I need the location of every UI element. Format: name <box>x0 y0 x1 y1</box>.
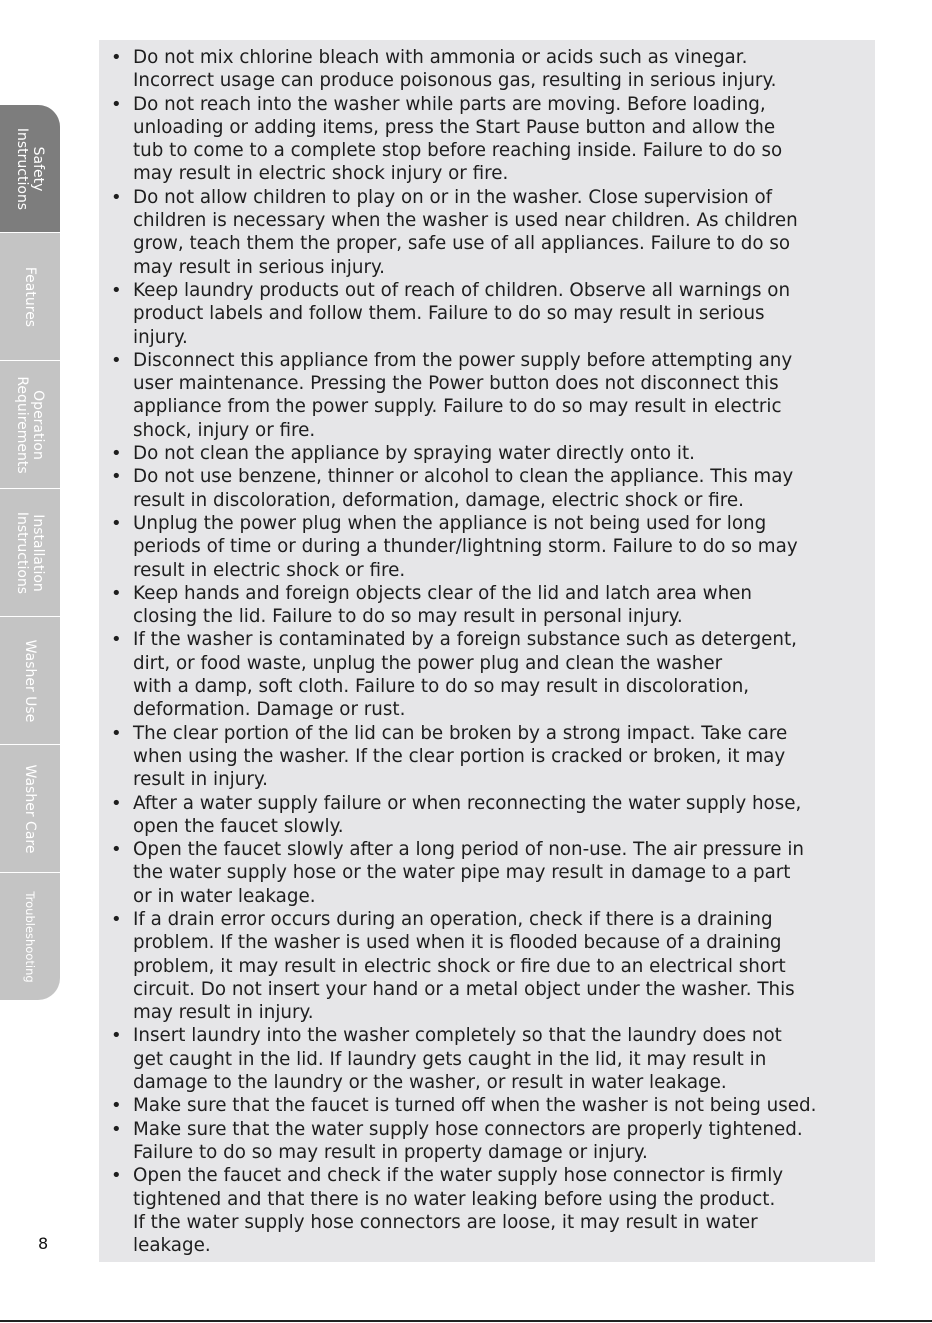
bullet: • <box>111 792 122 814</box>
bullet: • <box>111 349 122 371</box>
bullet: • <box>111 93 122 115</box>
tab-safety-instructions[interactable] <box>0 105 60 233</box>
item-text: Unplug the power plug when the appliance is not being used for long periods of time or during a thunder/lightning storm. Failure to do so may result in electric shock or fire. <box>133 512 798 581</box>
list-item <box>99 792 875 839</box>
tab-label: Troubleshooting <box>23 890 37 983</box>
tab-troubleshooting[interactable] <box>0 873 60 1000</box>
list-item <box>99 279 875 349</box>
list-item <box>99 628 875 721</box>
bullet: • <box>111 1025 122 1047</box>
list-item <box>99 465 875 512</box>
tab-label: Washer Use <box>22 639 38 722</box>
bullet: • <box>111 279 122 301</box>
bullet: • <box>111 582 122 604</box>
bullet: • <box>111 443 122 465</box>
tab-installation-instructions[interactable] <box>0 489 60 617</box>
bullet: • <box>111 908 122 930</box>
bullet: • <box>111 839 122 861</box>
list-item <box>99 582 875 629</box>
item-text: Keep hands and foreign objects clear of the lid and latch area when closing the lid. Failure to do so may result in personal injury. <box>133 582 753 628</box>
item-text: The clear portion of the lid can be broken by a strong impact. Take care when using the washer. If the clear portion is cracked or broken, it may result in injury. <box>133 722 788 791</box>
item-text: Do not allow children to play on or in the washer. Close supervision of children is necessary when the washer is used near children. As children grow, teach them the proper, safe use of all appliances. Failure to do so may result in serious injury. <box>133 186 798 278</box>
list-item <box>99 512 875 582</box>
bullet: • <box>111 629 122 651</box>
list-item <box>99 1024 875 1094</box>
bullet: • <box>111 47 122 68</box>
item-text: Make sure that the water supply hose connectors are properly tightened. Failure to do so may result in property damage or injury. <box>133 1118 803 1163</box>
item-text: After a water supply failure or when reconnecting the water supply hose, open the faucet slowly. <box>133 792 802 837</box>
item-text: Insert laundry into the washer completely so that the laundry does not get caught in the lid. If laundry gets caught in the lid, it may result in damage to the laundry or the washer, or result in water leakage. <box>133 1025 782 1094</box>
tab-label: Features <box>22 266 38 327</box>
bullet: • <box>111 466 122 488</box>
list-item <box>99 1164 875 1257</box>
bullet: • <box>111 1165 122 1187</box>
tab-label: Safety Instructions <box>14 127 46 210</box>
item-text: Do not use benzene, thinner or alcohol to clean the appliance. This may result in discoloration, deformation, damage, electric shock or fire. <box>133 466 794 511</box>
bullet: • <box>111 1118 122 1140</box>
item-text: Open the faucet and check if the water supply hose connector is firmly tightened and that there is no water leaking before using the product. If the water supply hose connectors are loose, it may result in water leakage. <box>133 1165 784 1257</box>
list-item <box>99 186 875 279</box>
list-item <box>99 93 875 186</box>
list-item <box>99 349 875 442</box>
safety-instructions-box <box>99 40 875 1262</box>
tab-washer-use[interactable] <box>0 617 60 745</box>
tab-features[interactable] <box>0 233 60 361</box>
list-item <box>99 722 875 792</box>
item-text: Keep laundry products out of reach of children. Observe all warnings on product labels and follow them. Failure to do so may result in serious injury. <box>133 279 791 348</box>
section-sidebar <box>0 105 60 1000</box>
item-text: Do not clean the appliance by spraying water directly onto it. <box>133 443 695 465</box>
bullet: • <box>111 1095 122 1117</box>
item-text: If the washer is contaminated by a foreign substance such as detergent, dirt, or food waste, unplug the power plug and clean the washer with a damp, soft cloth. Failure to do so may result in discoloration, deformation. Damage or rust. <box>133 629 797 721</box>
item-text: If a drain error occurs during an operation, check if there is a draining problem. If the washer is used when it is flooded because of a draining problem, it may result in electric shock or fire due to an electrical short circuit. Do not insert your hand or a metal object under the washer. This may result in injury. <box>133 908 795 1024</box>
list-item <box>99 46 875 93</box>
tab-operation-requirements[interactable] <box>0 361 60 489</box>
tab-label: Washer Care <box>22 764 38 853</box>
tab-label: Installation Instructions <box>14 511 46 594</box>
item-text: Disconnect this appliance from the power supply before attempting any user maintenance. Pressing the Power button does not disconnect this appliance from the power supply. Failure to do so may result in electric shock, injury or fire. <box>133 349 793 441</box>
item-text: Do not mix chlorine bleach with ammonia or acids such as vinegar. Incorrect usage can produce poisonous gas, resulting in serious injury. <box>133 47 777 92</box>
safety-list <box>99 46 875 1257</box>
item-text: Open the faucet slowly after a long period of non-use. The air pressure in the water supply hose or the water pipe may result in damage to a part or in water leakage. <box>133 839 805 907</box>
bullet: • <box>111 186 122 208</box>
footer-rule <box>0 1320 932 1322</box>
list-item <box>99 838 875 908</box>
list-item <box>99 908 875 1024</box>
list-item <box>99 442 875 465</box>
tab-washer-care[interactable] <box>0 745 60 873</box>
item-text: Make sure that the faucet is turned off when the washer is not being used. <box>133 1095 817 1117</box>
page-number: 8 <box>38 1234 49 1253</box>
item-text: Do not reach into the washer while parts are moving. Before loading, unloading or adding items, press the Start Pause button and allow the tub to come to a complete stop before reaching inside. Failure to do so may result in electric shock injury or fire. <box>133 93 783 185</box>
bullet: • <box>111 722 122 744</box>
list-item <box>99 1118 875 1165</box>
bullet: • <box>111 512 122 534</box>
tab-label: Operation Requirements <box>14 375 46 474</box>
list-item <box>99 1094 875 1117</box>
